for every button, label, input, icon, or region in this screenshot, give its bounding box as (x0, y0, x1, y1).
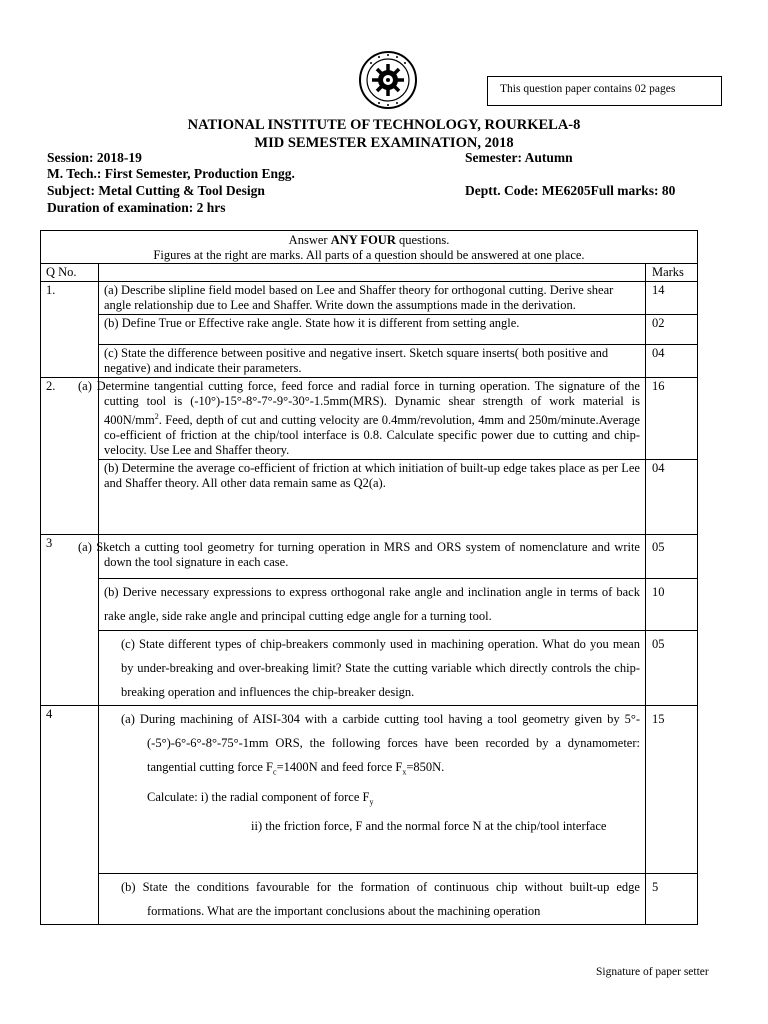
q1c-marks: 04 (645, 345, 697, 378)
table-row (41, 706, 698, 874)
q4-number: 4 (41, 706, 99, 925)
q2-number: 2. (41, 378, 99, 535)
subject: Subject: Metal Cutting & Tool Design (47, 183, 265, 198)
q3b-marks: 10 (645, 579, 697, 631)
q2a-text: (a) Determine tangential cutting force, feed force and radial force in turning operation. The signature of the cutting tool is (-10°)-15°-8°-7°-9°-30°-1.5mm(MRS). Dynamic shear strength of work material is $400N/mm^2$. Feed, depth of cut and cutting velocity are 0.4mm/revolution, 4mm and 250m/minute.Average co-efficient of friction at the chip/tool interface is 0.8. Calculate specific power due to cutting and chip-velocity. Use Lee and Shaffer theory. (99, 378, 646, 460)
pages-note: This question paper contains 02 pages (500, 83, 676, 95)
q4b-text: (b) State the conditions favourable for the formation of continuous chip without built-up edge formations. What are the important conclusions about the machining operation (99, 874, 646, 925)
q1a-text: (a) Describe slipline field model based on Lee and Shaffer theory for orthogonal cutting. Derive shear angle relationship due to Lee and Shaffer. Write down the assumptions made in the derivation. (99, 282, 646, 315)
q1b-marks: 02 (645, 315, 697, 345)
q3-number: 3 (41, 535, 99, 706)
table-row (41, 460, 698, 535)
table-row (41, 874, 698, 925)
marks-header: Marks (645, 264, 697, 282)
header-row (41, 264, 698, 282)
semester: Semester: Autumn (465, 150, 573, 165)
session: Session: 2018-19 (47, 150, 142, 165)
q4a-text: (a) During machining of AISI-304 with a carbide cutting tool having a tool geometry given by 5°-(-5°)-6°-6°-8°-75°-1mm ORS, the following forces have been recorded by a dynamometer: tangential cutting force $F_c=1400N$ and feed force $F_x=850N$. Calculate: i) the radial component of force $F_y$ ii) the friction force, F and the normal force N at the chip/tool interface (99, 706, 646, 874)
institute-name: NATIONAL INSTITUTE OF TECHNOLOGY, ROURKELA-8 (187, 117, 581, 133)
table-row (41, 579, 698, 631)
q1-number: 1. (41, 282, 99, 378)
institute-logo (358, 50, 418, 110)
duration: Duration of examination: 2 hrs (47, 200, 226, 215)
table-row (41, 345, 698, 378)
q3a-text: (a) Sketch a cutting tool geometry for turning operation in MRS and ORS system of nomenclature and write down the tool signature in each case. (99, 535, 646, 579)
dept-code: Deptt. Code: ME6205Full marks: 80 (465, 183, 676, 198)
q3c-marks: 05 (645, 631, 697, 706)
q4a-calculate: Calculate: i) the radial component of force $F_y$ (147, 789, 374, 807)
qno-header: Q No. (41, 264, 99, 282)
q3c-text: (c) State different types of chip-breakers commonly used in machining operation. What do you mean by under-breaking and over-breaking limit? State the cutting variable which directly controls the chip-breaking operation and influences the chip-breaker design. (99, 631, 646, 706)
table-row (41, 282, 698, 315)
table-row (41, 378, 698, 460)
q3b-text: (b) Derive necessary expressions to express orthogonal rake angle and inclination angle in terms of back rake angle, side rake angle and principal cutting edge angle for a turning tool. (99, 579, 646, 631)
table-row (41, 315, 698, 345)
table-row (41, 535, 698, 579)
instructions-row (41, 231, 698, 264)
q1a-marks: 14 (645, 282, 697, 315)
table-row (41, 631, 698, 706)
question-table (40, 230, 698, 925)
q4a-marks: 15 (645, 706, 697, 874)
pages-note-box (487, 76, 722, 106)
q3a-marks: 05 (645, 535, 697, 579)
signature-label: Signature of paper setter (596, 966, 709, 978)
q2b-text: (b) Determine the average co-efficient of friction at which initiation of built-up edge takes place as per Lee and Shaffer theory. All other data remain same as Q2(a). (99, 460, 646, 535)
q4b-marks: 5 (645, 874, 697, 925)
q2a-marks: 16 (645, 378, 697, 460)
q1c-text: (c) State the difference between positive and negative insert. Sketch square inserts( both positive and negative) and indicate their parameters. (99, 345, 646, 378)
q4a-part-ii: ii) the friction force, F and the normal force N at the chip/tool interface (251, 819, 607, 834)
instructions: Answer ANY FOUR questions. Figures at the right are marks. All parts of a question should be answered at one place. (41, 231, 698, 264)
exam-title: MID SEMESTER EXAMINATION, 2018 (254, 135, 514, 151)
q1b-text: (b) Define True or Effective rake angle. State how it is different from setting angle. (99, 315, 646, 345)
q2b-marks: 04 (645, 460, 697, 535)
program: M. Tech.: First Semester, Production Engg. (47, 166, 295, 181)
